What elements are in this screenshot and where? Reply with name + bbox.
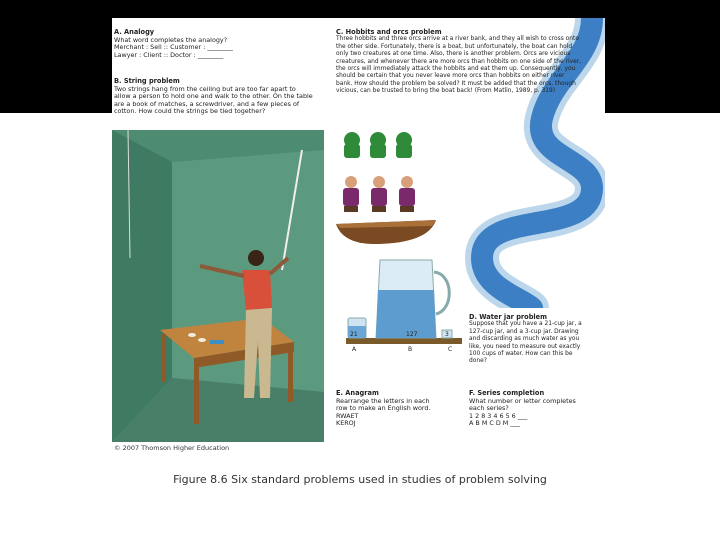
string-title: B. String problem [114, 77, 180, 85]
jar-a-label: A [352, 346, 357, 353]
jar-a-cups: 21 [350, 331, 358, 338]
boat-illustration [334, 218, 438, 246]
copyright-credit: © 2007 Thomson Higher Education [114, 444, 230, 452]
jar-b-cups: 127 [406, 331, 418, 338]
jar-b-label: B [408, 346, 413, 353]
section-analogy [114, 29, 324, 59]
section-string [114, 78, 326, 116]
jar-c-cups: 3 [445, 331, 449, 338]
section-series [469, 390, 603, 428]
string-text: Two strings hang from the ceiling but are too far apart to allow a person to hold one and walk to the other. On the table are a book of matches, a screwdriver, and a few pieces of cotton. How could the strings be tied together? [114, 84, 313, 116]
anagram-text: Rearrange the letters in each row to make an English word. RWAET KEROJ [336, 396, 431, 428]
water-text: Suppose that you have a 21-cup jar, a 127-cup jar, and a 3-cup jar. Drawing and discarding as much water as you like, you need to measure out exactly 100 cups of water. How can this be done? [469, 321, 582, 365]
hobbits-text: Three hobbits and three orcs arrive at a river bank, and they all wish to cross onto the other side. Fortunately, there is a boat, but unfortunately, the boat can hold only two creatures at one time. Also, there is another problem. Orcs are vicious creatures, and whenever there are more orcs than hobbits on one side of the river, the orcs will immediately attack the hobbits and eat them up. Consequently, you should be certain that you never leave more orcs than hobbits on either river bank. How should the problem be solved? It must be added that the orcs, though vicious, can be trusted to bring the boat back! (From Matlin, 1989, p. 319) [336, 36, 581, 95]
section-hobbits [336, 29, 604, 96]
orcs-illustration [340, 130, 420, 162]
jar-c-label: C [448, 346, 453, 353]
series-title: F. Series completion [469, 389, 545, 397]
string-problem-illustration [112, 130, 324, 442]
analogy-title: A. Analogy [114, 28, 155, 36]
series-text: What number or letter completes each series? 1 2 8 3 4 6 5 6 ___ A B M C D M ___ [469, 396, 576, 428]
section-water [469, 314, 603, 366]
hobbits-title: C. Hobbits and orcs problem [336, 28, 442, 36]
water-title: D. Water jar problem [469, 313, 548, 321]
anagram-title: E. Anagram [336, 389, 379, 397]
figure-panel [112, 18, 605, 458]
figure-caption: Figure 8.6 Six standard problems used in studies of problem solving [173, 473, 547, 486]
section-anagram [336, 390, 464, 428]
analogy-text: What word completes the analogy? Merchant : Sell :: Customer : ________ Lawyer : Client :: Doctor : ________ [114, 35, 233, 59]
hobbits-illustration [338, 174, 422, 214]
